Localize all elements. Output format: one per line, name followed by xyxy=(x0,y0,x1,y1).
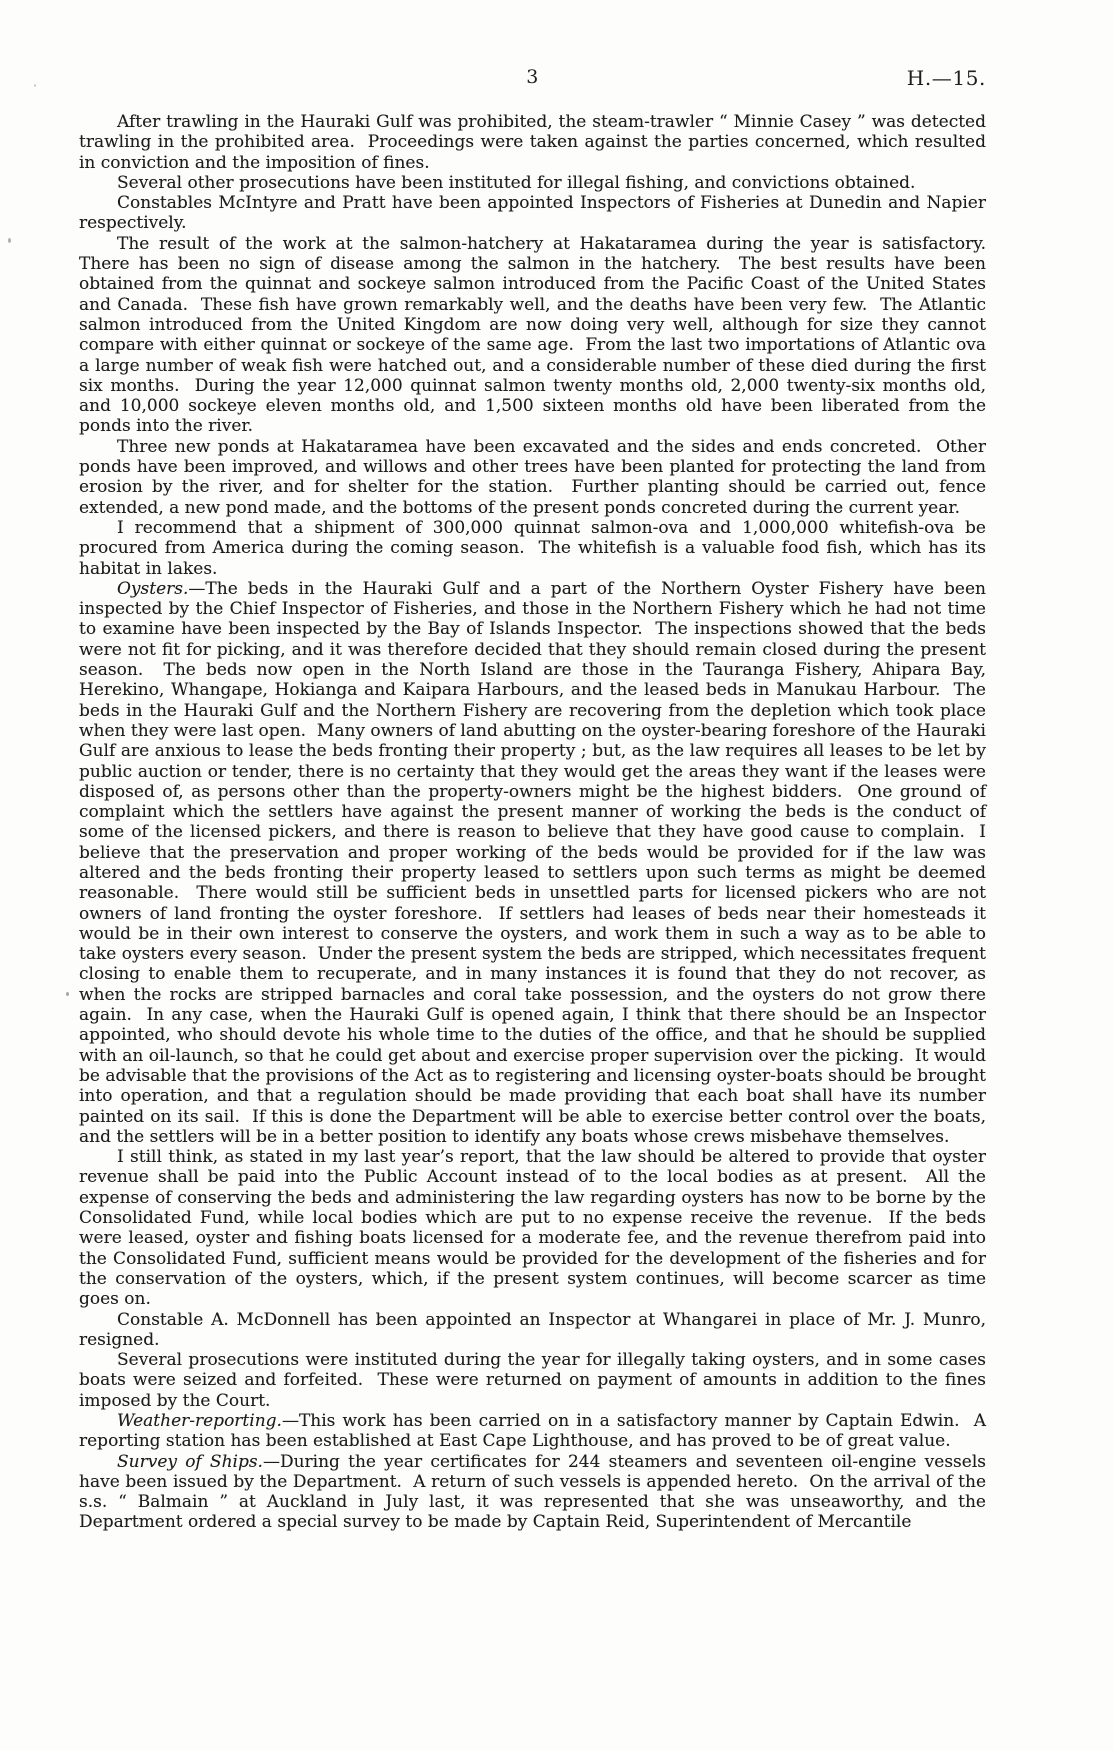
paragraph: Survey of Ships.—During the year certificates for 244 steamers and seventeen oil-engine vessels have been issued by the Department. A return of such vessels is appended hereto. On the arrival of the s.s. “ Balmain ” at Auckland in July last, it was represented that she was unseaworthy, and the Department ordered a special survey to be made by Captain Reid, Superintendent of Mercantile xyxy=(79,1451,992,1533)
paragraph: I still think, as stated in my last year’s report, that the law should be altered to provide that oyster revenue shall be paid into the Public Account instead of to the local bodies as at present. All the expense of conserving the beds and administering the law regarding oysters has now to be borne by the Consolidated Fund, while local bodies which are put to no expense receive the revenue. If the beds were leased, oyster and fishing boats licensed for a moderate fee, and the revenue therefrom paid into the Consolidated Fund, sufficient means would be provided for the development of the fisheries and for the conservation of the oysters, which, if the present system continues, will become scarcer as time goes on. xyxy=(79,1147,992,1310)
paragraph: Several prosecutions were instituted during the year for illegally taking oysters, and in some cases boats were seized and forfeited. These were returned on payment of amounts in addition to the fines imposed by the Court. xyxy=(79,1350,992,1411)
report-code: H.—15. xyxy=(906,66,986,90)
paragraph: Constable A. McDonnell has been appointed an Inspector at Whangarei in place of Mr. J. Munro, resigned. xyxy=(79,1309,992,1350)
page-header xyxy=(79,66,986,96)
paragraph: After trawling in the Hauraki Gulf was prohibited, the steam-trawler “ Minnie Casey ” was detected trawling in the prohibited area. Proceedings were taken against the parties concerned, which resulted in conviction and the imposition of fines. xyxy=(79,112,992,173)
paragraph: I recommend that a shipment of 300,000 quinnat salmon-ova and 1,000,000 whitefish-ova be procured from America during the coming season. The whitefish is a valuable food fish, which has its habitat in lakes. xyxy=(79,517,992,579)
paragraph: The result of the work at the salmon-hatchery at Hakataramea during the year is satisfactory. There has been no sign of disease among the salmon in the hatchery. The best results have been obtained from the quinnat and sockeye salmon introduced from the Pacific Coast of the United States and Canada. These fish have grown remarkably well, and the deaths have been very few. The Atlantic salmon introduced from the United Kingdom are now doing very well, although for size they cannot compare with either quinnat or sockeye of the same age. From the last two importations of Atlantic ova a large number of weak fish were hatched out, and a considerable number of these died during the first six months. During the year 12,000 quinnat salmon twenty months old, 2,000 twenty-six months old, and 10,000 sockeye eleven months old, and 1,500 sixteen months old have been liberated from the ponds into the river. xyxy=(79,233,997,437)
document-body xyxy=(79,112,997,1533)
scan-speck xyxy=(66,992,69,996)
scan-speck xyxy=(34,84,36,87)
scan-speck xyxy=(8,238,11,243)
paragraph-lead: Weather-reporting. xyxy=(117,1411,282,1431)
paragraph: Weather-reporting.—This work has been carried on in a satisfactory manner by Captain Edwin. A reporting station has been established at East Cape Lighthouse, and has proved to be of great value. xyxy=(79,1411,992,1452)
paragraph: Three new ponds at Hakataramea have been excavated and the sides and ends concreted. Other ponds have been improved, and willows and other trees have been planted for protecting the land from erosion by the river, and for shelter for the station. Further planting should be carried out, fence extended, a new pond made, and the bottoms of the present ponds concreted during the current year. xyxy=(79,436,992,518)
paragraph-lead: Survey of Ships. xyxy=(117,1451,263,1472)
paragraph: Oysters.—The beds in the Hauraki Gulf and a part of the Northern Oyster Fishery have been inspected by the Chief Inspector of Fisheries, and those in the Northern Fishery which he had not time to examine have been inspected by the Bay of Islands Inspector. The inspections showed that the beds were not fit for picking, and it was therefore decided that they should remain closed during the present season. The beds now open in the North Island are those in the Tauranga Fishery, Ahipara Bay, Herekino, Whangape, Hokianga and Kaipara Harbours, and the leased beds in Manukau Harbour. The beds in the Hauraki Gulf and the Northern Fishery are recovering from the depletion which took place when they were last open. Many owners of land abutting on the oyster-bearing foreshore of the Hauraki Gulf are anxious to lease the beds fronting their property ; but, as the law requires all leases to be let by public auction or tender, there is no certainty that they would get the areas they want if the leases were disposed of, as persons other than the property-owners might be the highest bidders. One ground of complaint which the settlers have against the present manner of working the beds is the conduct of some of the licensed pickers, and there is reason to believe that they have good cause to complain. I believe that the preservation and proper working of the beds would be provided for if the law was altered and the beds fronting their property leased to settlers upon such terms as might be deemed reasonable. There would still be sufficient beds in unsettled parts for licensed pickers who are not owners of land fronting the oyster foreshore. If settlers had leases of beds near their homesteads it would be in their own interest to conserve the oysters, and work them in such a way as to be able to take oysters every season. Under the present system the beds are stripped, which necessitates frequent closing to enable them to recuperate, and in many instances it is found that they do not recover, as when the rocks are stripped barnacles and coral take possession, and the oysters do not grow there again. In any case, when the Hauraki Gulf is opened again, I think that there should be an Inspector appointed, who should devote his whole time to the duties of the office, and that he should be supplied with an oil-launch, so that he could get about and exercise proper supervision over the picking. It would be advisable that the provisions of the Act as to registering and licensing oyster-boats should be brought into operation, and that a regulation should be made providing that each boat shall have its number painted on its sail. If this is done the Department will be able to exercise better control over the boats, and the settlers will be in a better position to identify any boats whose crews misbehave themselves. xyxy=(79,578,992,1147)
paragraph: Constables McIntyre and Pratt have been appointed Inspectors of Fisheries at Dunedin and Napier respectively. xyxy=(79,193,992,234)
paragraph: Several other prosecutions have been instituted for illegal fishing, and convictions obtained. xyxy=(117,172,916,193)
paragraph-lead: Oysters. xyxy=(117,578,189,599)
page-number: 3 xyxy=(526,66,539,88)
